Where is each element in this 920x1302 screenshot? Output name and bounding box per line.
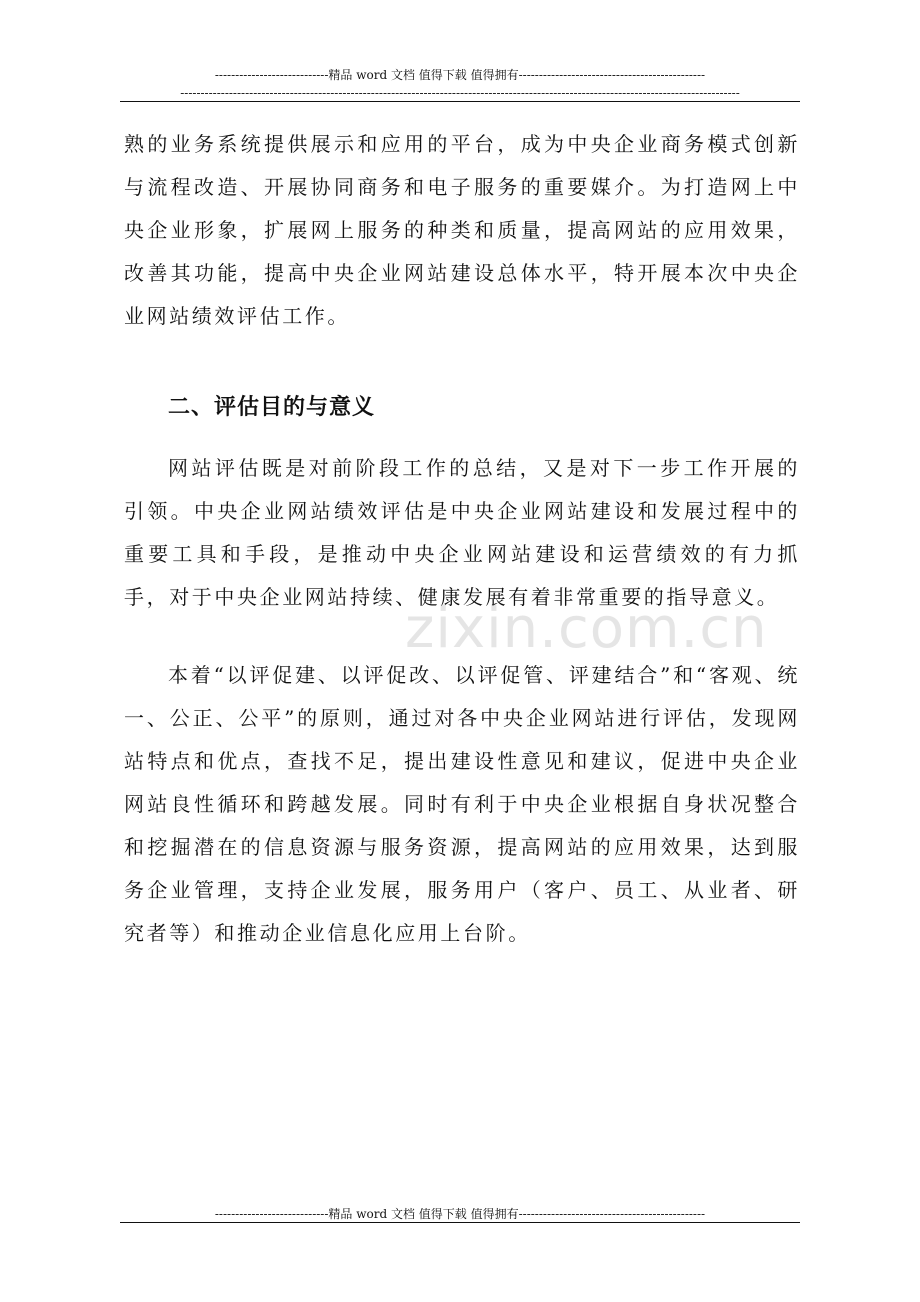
header-rule: [120, 101, 800, 102]
page-footer-banner: ----------------------------精品 word 文档 值得下载 值得拥有----------------------------------------------: [214, 1207, 706, 1221]
footer-rule: [120, 1222, 800, 1223]
page-header-dashes: ------------------------------------------------------------------------------------------------------------------------------------------: [180, 86, 740, 100]
paragraph-2: 网站评估既是对前阶段工作的总结，又是对下一步工作开展的引领。中央企业网站绩效评估是中央企业网站建设和发展过程中的重要工具和手段，是推动中央企业网站建设和运营绩效的有力抓手，对于中央企业网站持续、健康发展有着非常重要的指导意义。: [124, 456, 800, 609]
section-heading: 二、评估目的与意义: [168, 395, 376, 420]
paragraph-3: 本着“以评促建、以评促改、以评促管、评建结合”和“客观、统一、公正、公平”的原则，通过对各中央企业网站进行评估，发现网站特点和优点，查找不足，提出建设性意见和建议，促进中央企业网站良性循环和跨越发展。同时有利于中央企业根据自身状况整合和挖掘潜在的信息资源与服务资源，提高网站的应用效果，达到服务企业管理，支持企业发展，服务用户（客户、员工、从业者、研究者等）和推动企业信息化应用上台阶。: [124, 663, 800, 945]
watermark: zixin.com.cn: [405, 596, 768, 661]
page-header-banner: ----------------------------精品 word 文档 值得下载 值得拥有----------------------------------------------: [214, 68, 706, 82]
paragraph-1: 熟的业务系统提供展示和应用的平台，成为中央企业商务模式创新与流程改造、开展协同商务和电子服务的重要媒介。为打造网上中央企业形象，扩展网上服务的种类和质量，提高网站的应用效果，改善其功能，提高中央企业网站建设总体水平，特开展本次中央企业网站绩效评估工作。: [124, 132, 800, 328]
